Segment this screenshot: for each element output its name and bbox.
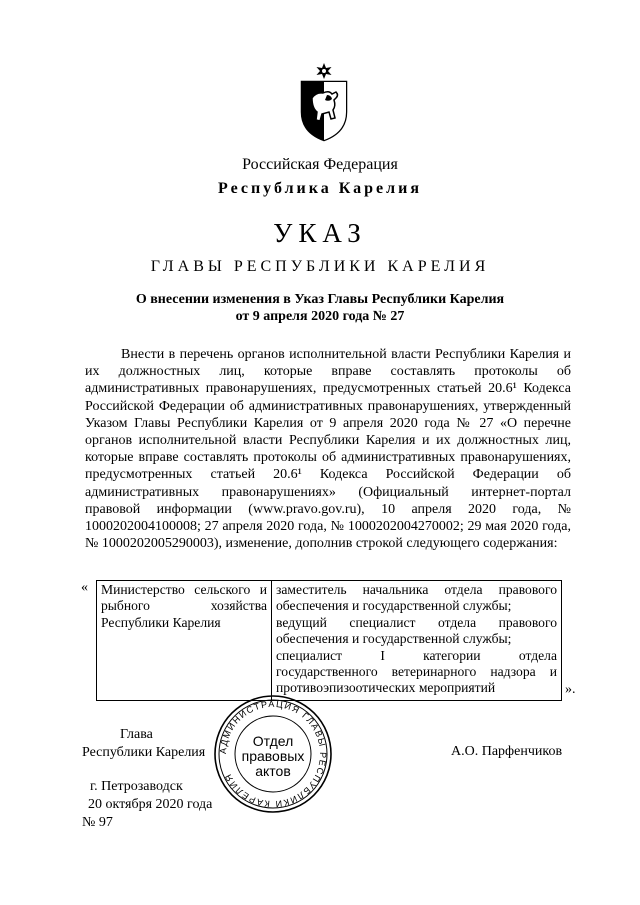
karelia-coat-of-arms-icon <box>298 62 350 142</box>
decree-paragraph: Внести в перечень органов исполнительной власти Республики Карелия и их должностных лиц, которые вправе составлять протоколы об административных правонарушениях, предусмотренных статьей 20.6¹ Кодекса Российской Федерации об административных правонарушениях, утвержденный Указом Главы Республики Карелия от 9 апреля 2020 года № 27 «О перечне органов исполнительной власти Республики Карелия и их должностных лиц, которые вправе составлять протоколы об административных правонарушениях, предусмотренных статьей 20.6¹ Кодекса Российской Федерации об административных правонарушениях» (Официальный интернет-портал правовой информации (www.pravo.gov.ru), 10 апреля 2020 года, № 1000202004100008; 27 апреля 2020 года, № 1000202004270002; 29 мая 2020 года, № 1000202005290003), изменение, дополнив строкой следующего содержания: <box>85 347 571 552</box>
official-item: специалист I категории отдела государственного ветеринарного надзора и противоэпизоотических мероприятий <box>276 647 557 696</box>
stamp-ring-text: АДМИНИСТРАЦИЯ ГЛАВЫ РЕСПУБЛИКИ КАРЕЛИЯ <box>217 698 329 810</box>
position-line-1: Глава <box>120 727 153 742</box>
stamp-line-2: правовых <box>241 748 305 764</box>
date: 20 октября 2020 года <box>88 797 213 812</box>
republic-name: Республика Карелия <box>218 180 422 197</box>
signatory-name: А.О. Парфенчиков <box>451 744 563 759</box>
subject-line-2: от 9 апреля 2020 года № 27 <box>235 309 405 324</box>
table-row <box>97 581 562 701</box>
country-name: Российская Федерация <box>242 156 398 173</box>
official-item: заместитель начальника отдела правового обеспечения и государственной службы; <box>276 582 557 614</box>
official-item: ведущий специалист отдела правового обеспечения и государственной службы; <box>276 614 557 647</box>
opening-quote: « <box>81 580 88 595</box>
stamp-center-text <box>211 734 335 779</box>
stamp-line-1: Отдел <box>252 733 294 749</box>
document-number: № 97 <box>82 815 113 830</box>
document-type: УКАЗ <box>273 218 367 248</box>
position-line-2: Республики Карелия <box>82 745 206 760</box>
city: г. Петрозаводск <box>90 779 183 794</box>
document-subject <box>0 291 640 325</box>
organ-cell: Министерство сельского и рыбного хозяйства Республики Карелия <box>97 581 272 701</box>
issuer: ГЛАВЫ РЕСПУБЛИКИ КАРЕЛИЯ <box>150 258 490 275</box>
amendment-table <box>96 580 562 701</box>
decree-body <box>85 346 571 552</box>
stamp-line-3: актов <box>255 763 291 779</box>
subject-line-1: О внесении изменения в Указ Главы Республики Карелия <box>135 292 505 307</box>
officials-cell <box>272 581 562 701</box>
closing-quote: ». <box>565 682 576 697</box>
place-and-date <box>82 778 212 832</box>
signatory-position <box>82 726 205 762</box>
